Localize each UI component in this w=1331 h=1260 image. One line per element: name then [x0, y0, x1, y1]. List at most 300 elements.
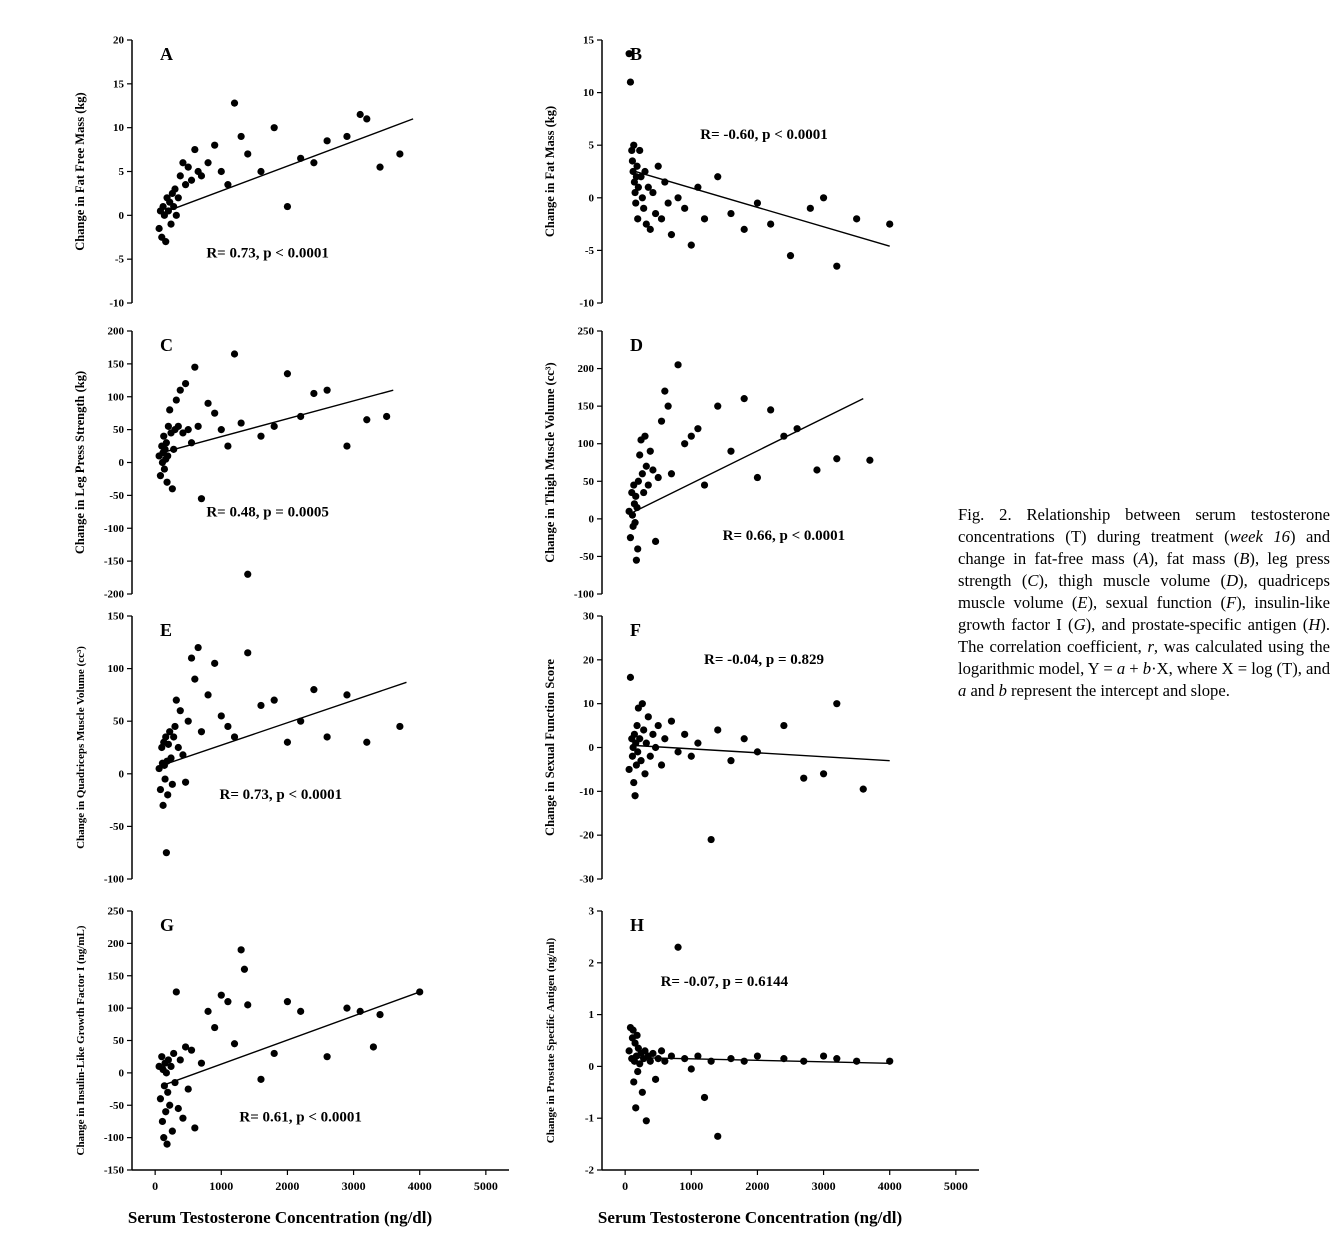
caption-segment: ·X, where X = log (T), and — [1151, 659, 1331, 679]
data-point — [655, 722, 662, 729]
data-point — [688, 242, 695, 249]
caption-segment: ), sexual function ( — [1087, 592, 1227, 612]
data-point — [886, 1058, 893, 1065]
data-point — [631, 792, 638, 799]
data-point — [727, 1055, 734, 1062]
data-point — [661, 735, 668, 742]
data-point — [632, 199, 639, 206]
y-tick-label: 20 — [583, 654, 594, 667]
data-point — [655, 1055, 662, 1062]
y-tick-label: 10 — [583, 698, 594, 711]
y-tick-label: 3 — [588, 905, 594, 918]
data-point — [157, 1095, 164, 1102]
data-point — [688, 753, 695, 760]
data-point — [635, 478, 642, 485]
caption-segment: and — [966, 681, 999, 701]
data-point — [674, 944, 681, 951]
y-tick-label: 10 — [113, 122, 124, 135]
y-tick-label: 0 — [118, 768, 124, 781]
data-point — [198, 172, 205, 179]
data-point — [167, 221, 174, 228]
data-point — [643, 1117, 650, 1124]
data-point — [297, 413, 304, 420]
data-point — [284, 203, 291, 210]
data-point — [820, 770, 827, 777]
data-point — [244, 571, 251, 578]
x-tick-label: 0 — [622, 1179, 629, 1193]
data-point — [175, 423, 182, 430]
y-tick-label: -2 — [584, 1164, 594, 1177]
x-tick-label: 5000 — [473, 1179, 498, 1193]
data-point — [241, 966, 248, 973]
data-point — [626, 766, 633, 773]
data-point — [701, 481, 708, 488]
data-point — [767, 406, 774, 413]
data-point — [626, 1047, 633, 1054]
data-point — [800, 1058, 807, 1065]
y-tick-label: -100 — [103, 1132, 124, 1145]
y-axis — [109, 35, 132, 310]
caption-segment: ), and prostate-specific antigen ( — [1085, 614, 1309, 634]
data-point — [271, 1050, 278, 1057]
data-point — [363, 416, 370, 423]
correlation-annotation: R= 0.66, p < 0.0001 — [722, 527, 846, 544]
data-point — [175, 194, 182, 201]
panel-quadriceps-muscle-volume — [70, 606, 535, 891]
caption-segment: week 16 — [1229, 526, 1290, 546]
data-point — [833, 263, 840, 270]
correlation-annotation: R= -0.04, p = 0.829 — [704, 652, 825, 669]
data-point — [647, 1058, 654, 1065]
data-point — [211, 410, 218, 417]
data-point — [652, 538, 659, 545]
data-point — [324, 1053, 331, 1060]
data-point — [167, 754, 174, 761]
data-point — [714, 403, 721, 410]
data-point — [159, 802, 166, 809]
y-tick-label: 1 — [588, 1009, 594, 1022]
data-point — [639, 194, 646, 201]
y-tick-label: 200 — [577, 363, 594, 376]
y-tick-label: 150 — [107, 610, 124, 623]
y-tick-label: 150 — [107, 358, 124, 371]
y-tick-label: 15 — [113, 78, 124, 91]
data-point — [297, 155, 304, 162]
data-point — [198, 728, 205, 735]
caption-segment: ), quadriceps muscle volume ( — [958, 570, 1330, 612]
trend-line — [632, 399, 863, 513]
panel-leg-press-strength — [70, 321, 535, 606]
y-tick-label: 0 — [118, 457, 124, 469]
y-axis-title: Change in Fat Mass (kg) — [543, 105, 557, 238]
y-tick-label: 30 — [583, 610, 594, 623]
x-axis-title-right: Serum Testosterone Concentration (ng/dl) — [597, 1208, 903, 1227]
y-tick-label: 20 — [113, 34, 124, 47]
x-tick-label: 5000 — [943, 1179, 968, 1193]
y-tick-label: 0 — [588, 1060, 594, 1073]
data-point — [668, 231, 675, 238]
data-point — [343, 1005, 350, 1012]
data-point — [637, 757, 644, 764]
data-point — [727, 448, 734, 455]
trend-line — [163, 119, 413, 213]
data-point — [629, 512, 636, 519]
data-point — [343, 133, 350, 140]
y-tick-label: 200 — [107, 325, 124, 338]
data-point — [376, 1011, 383, 1018]
caption-segment: + — [1125, 659, 1143, 679]
data-point — [343, 442, 350, 449]
data-point — [257, 168, 264, 175]
data-point — [370, 1043, 377, 1050]
data-point — [191, 1124, 198, 1131]
scatter-plot-F — [540, 606, 1005, 891]
panel-letter: C — [160, 335, 173, 355]
y-tick-label: 15 — [583, 34, 594, 47]
data-point — [833, 1055, 840, 1062]
data-point — [741, 1058, 748, 1065]
scatter-points — [156, 100, 404, 246]
caption-segment: C — [1027, 570, 1039, 590]
data-point — [694, 740, 701, 747]
data-point — [647, 448, 654, 455]
data-point — [640, 205, 647, 212]
data-point — [271, 124, 278, 131]
data-point — [177, 707, 184, 714]
data-point — [218, 992, 225, 999]
x-tick-label: 1000 — [209, 1179, 234, 1193]
data-point — [641, 770, 648, 777]
caption-segment: b — [998, 681, 1007, 701]
data-point — [204, 1008, 211, 1015]
y-tick-label: -30 — [579, 873, 594, 886]
scatter-plot-C — [70, 321, 535, 606]
data-point — [164, 791, 171, 798]
correlation-annotation: R= 0.61, p < 0.0001 — [239, 1109, 362, 1126]
data-point — [655, 474, 662, 481]
data-point — [665, 403, 672, 410]
y-axis-title: Change in Prostate Specific Antigen (ng/ml) — [545, 937, 557, 1144]
x-tick-label: 2000 — [745, 1179, 770, 1193]
y-tick-label: 100 — [107, 391, 124, 404]
data-point — [160, 433, 167, 440]
y-tick-label: -50 — [109, 820, 124, 833]
data-point — [161, 775, 168, 782]
data-point — [169, 781, 176, 788]
data-point — [195, 423, 202, 430]
data-point — [173, 212, 180, 219]
data-point — [643, 463, 650, 470]
scatter-plot-A — [70, 30, 535, 315]
y-axis — [574, 326, 602, 601]
data-point — [185, 1085, 192, 1092]
data-point — [165, 741, 172, 748]
data-point — [224, 442, 231, 449]
data-point — [727, 210, 734, 217]
data-point — [636, 147, 643, 154]
data-point — [668, 1052, 675, 1059]
data-point — [681, 1055, 688, 1062]
panel-igf-1 — [70, 901, 535, 1216]
data-point — [164, 1089, 171, 1096]
caption-segment: ). The correlation coefficient, — [958, 614, 1330, 656]
caption-segment: H — [1308, 614, 1321, 634]
data-point — [257, 702, 264, 709]
y-tick-label: 100 — [107, 1002, 124, 1015]
data-point — [741, 735, 748, 742]
data-point — [633, 504, 640, 511]
data-point — [681, 440, 688, 447]
y-axis-title: Change in Thigh Muscle Volume (cc³) — [543, 362, 557, 563]
y-tick-label: -10 — [109, 297, 124, 310]
y-tick-label: 0 — [118, 1067, 124, 1080]
y-tick-label: 150 — [577, 400, 594, 413]
correlation-annotation: R= -0.60, p < 0.0001 — [700, 126, 828, 143]
data-point — [640, 489, 647, 496]
data-point — [396, 150, 403, 157]
data-point — [204, 400, 211, 407]
data-point — [645, 481, 652, 488]
data-point — [171, 1079, 178, 1086]
data-point — [853, 1058, 860, 1065]
y-tick-label: -10 — [579, 297, 594, 310]
data-point — [170, 1050, 177, 1057]
caption-segment: a — [958, 681, 967, 701]
y-tick-label: 50 — [113, 424, 124, 437]
data-point — [754, 748, 761, 755]
data-point — [661, 178, 668, 185]
y-tick-label: -150 — [103, 1164, 124, 1177]
correlation-annotation: R= 0.73, p < 0.0001 — [206, 245, 329, 262]
data-point — [157, 472, 164, 479]
panel-letter: A — [160, 44, 173, 64]
data-point — [177, 387, 184, 394]
data-point — [171, 185, 178, 192]
y-axis — [579, 35, 602, 310]
data-point — [688, 1065, 695, 1072]
y-axis — [579, 611, 602, 886]
data-point — [643, 740, 650, 747]
data-point — [645, 713, 652, 720]
data-point — [627, 534, 634, 541]
data-point — [167, 1063, 174, 1070]
y-tick-label: -50 — [109, 1099, 124, 1112]
data-point — [173, 396, 180, 403]
data-point — [636, 735, 643, 742]
data-point — [297, 718, 304, 725]
data-point — [163, 849, 170, 856]
data-point — [191, 676, 198, 683]
data-point — [681, 205, 688, 212]
data-point — [627, 674, 634, 681]
scatter-plot-G — [70, 901, 535, 1216]
data-point — [175, 1105, 182, 1112]
data-point — [630, 779, 637, 786]
data-point — [807, 205, 814, 212]
y-tick-label: 50 — [113, 1035, 124, 1047]
data-point — [161, 465, 168, 472]
data-point — [652, 210, 659, 217]
data-point — [231, 733, 238, 740]
data-point — [853, 215, 860, 222]
y-tick-label: 100 — [107, 663, 124, 676]
caption-segment: ), thigh muscle volume ( — [1038, 570, 1227, 590]
data-point — [324, 733, 331, 740]
data-point — [310, 159, 317, 166]
data-point — [231, 100, 238, 107]
data-point — [794, 425, 801, 432]
y-tick-label: -100 — [573, 588, 594, 601]
data-point — [668, 470, 675, 477]
caption-segment: E — [1077, 592, 1088, 612]
data-point — [170, 203, 177, 210]
data-point — [741, 395, 748, 402]
data-point — [886, 221, 893, 228]
data-point — [244, 649, 251, 656]
data-point — [866, 457, 873, 464]
panel-thigh-muscle-volume — [540, 321, 1005, 606]
caption-segment: ) and change in fat-free mass ( — [958, 526, 1331, 568]
correlation-annotation: R= 0.48, p = 0.0005 — [206, 504, 329, 521]
data-point — [159, 1118, 166, 1125]
data-point — [674, 361, 681, 368]
data-point — [165, 423, 172, 430]
data-point — [179, 1115, 186, 1122]
data-point — [674, 748, 681, 755]
caption-segment: ), insulin-like growth factor I ( — [958, 592, 1330, 634]
caption-segment: a — [1116, 659, 1126, 679]
y-tick-label: -100 — [103, 522, 124, 535]
data-point — [173, 988, 180, 995]
figure-caption-text — [958, 504, 1330, 703]
y-axis — [104, 326, 132, 601]
data-point — [171, 723, 178, 730]
data-point — [244, 150, 251, 157]
data-point — [156, 225, 163, 232]
y-tick-label: -10 — [579, 785, 594, 798]
y-axis-title: Change in Fat Free Mass (kg) — [73, 92, 87, 251]
data-point — [169, 485, 176, 492]
panel-sexual-function-score — [540, 606, 1005, 891]
data-point — [780, 433, 787, 440]
data-point — [708, 836, 715, 843]
scatter-points — [156, 644, 404, 856]
data-point — [160, 1134, 167, 1141]
caption-segment: b — [1142, 659, 1152, 679]
y-tick-label: 0 — [588, 513, 594, 526]
data-point — [658, 215, 665, 222]
x-tick-label: 4000 — [877, 1179, 902, 1193]
panel-letter: D — [630, 335, 643, 355]
data-point — [754, 1052, 761, 1059]
y-tick-label: 2 — [588, 957, 594, 970]
y-axis-title: Change in Leg Press Strength (kg) — [73, 370, 87, 555]
data-point — [218, 712, 225, 719]
data-point — [191, 364, 198, 371]
data-point — [211, 142, 218, 149]
data-point — [701, 1094, 708, 1101]
data-point — [244, 1001, 251, 1008]
data-point — [634, 748, 641, 755]
caption-segment: B — [1239, 548, 1250, 568]
y-tick-label: 50 — [113, 715, 124, 728]
y-axis — [104, 906, 132, 1177]
y-axis-title: Change in Insulin-Like Growth Factor I (ng/mL) — [75, 925, 87, 1156]
data-point — [634, 1068, 641, 1075]
x-tick-label: 2000 — [275, 1179, 300, 1193]
y-tick-label: 5 — [588, 139, 594, 152]
data-point — [639, 700, 646, 707]
data-point — [754, 199, 761, 206]
data-point — [661, 388, 668, 395]
data-point — [182, 380, 189, 387]
data-point — [820, 1052, 827, 1059]
y-tick-label: 150 — [107, 970, 124, 983]
data-point — [376, 164, 383, 171]
data-point — [754, 474, 761, 481]
data-point — [649, 189, 656, 196]
trend-line — [162, 682, 407, 765]
data-point — [204, 691, 211, 698]
data-point — [191, 146, 198, 153]
y-tick-label: 50 — [583, 475, 594, 488]
data-point — [163, 439, 170, 446]
data-point — [633, 722, 640, 729]
data-point — [780, 1055, 787, 1062]
panel-psa — [540, 901, 1005, 1216]
trend-line — [165, 992, 420, 1085]
y-tick-label: 10 — [583, 87, 594, 100]
data-point — [231, 1040, 238, 1047]
y-axis-title: Change in Quadriceps Muscle Volume (cc³) — [75, 646, 87, 849]
data-point — [636, 451, 643, 458]
data-point — [661, 1058, 668, 1065]
data-point — [284, 998, 291, 1005]
y-tick-label: -20 — [579, 829, 594, 842]
data-point — [658, 761, 665, 768]
data-point — [157, 786, 164, 793]
y-tick-label: -5 — [114, 253, 124, 266]
data-point — [630, 1078, 637, 1085]
data-point — [647, 753, 654, 760]
data-point — [833, 700, 840, 707]
data-point — [162, 1108, 169, 1115]
data-point — [198, 495, 205, 502]
data-point — [701, 215, 708, 222]
data-point — [631, 519, 638, 526]
y-tick-label: -200 — [103, 588, 124, 601]
data-point — [297, 1008, 304, 1015]
data-point — [634, 545, 641, 552]
y-tick-label: 100 — [577, 438, 594, 451]
caption-segment: F — [1226, 592, 1237, 612]
data-point — [169, 1128, 176, 1135]
caption-segment: represent the intercept and slope. — [1006, 681, 1230, 701]
data-point — [658, 418, 665, 425]
data-point — [166, 1102, 173, 1109]
data-point — [416, 988, 423, 995]
data-point — [820, 194, 827, 201]
data-point — [162, 238, 169, 245]
data-point — [164, 452, 171, 459]
scatter-plot-H — [540, 901, 1005, 1216]
data-point — [231, 350, 238, 357]
data-point — [396, 723, 403, 730]
data-point — [163, 1141, 170, 1148]
data-point — [639, 470, 646, 477]
data-point — [357, 1008, 364, 1015]
scatter-plot-B — [540, 30, 1005, 315]
